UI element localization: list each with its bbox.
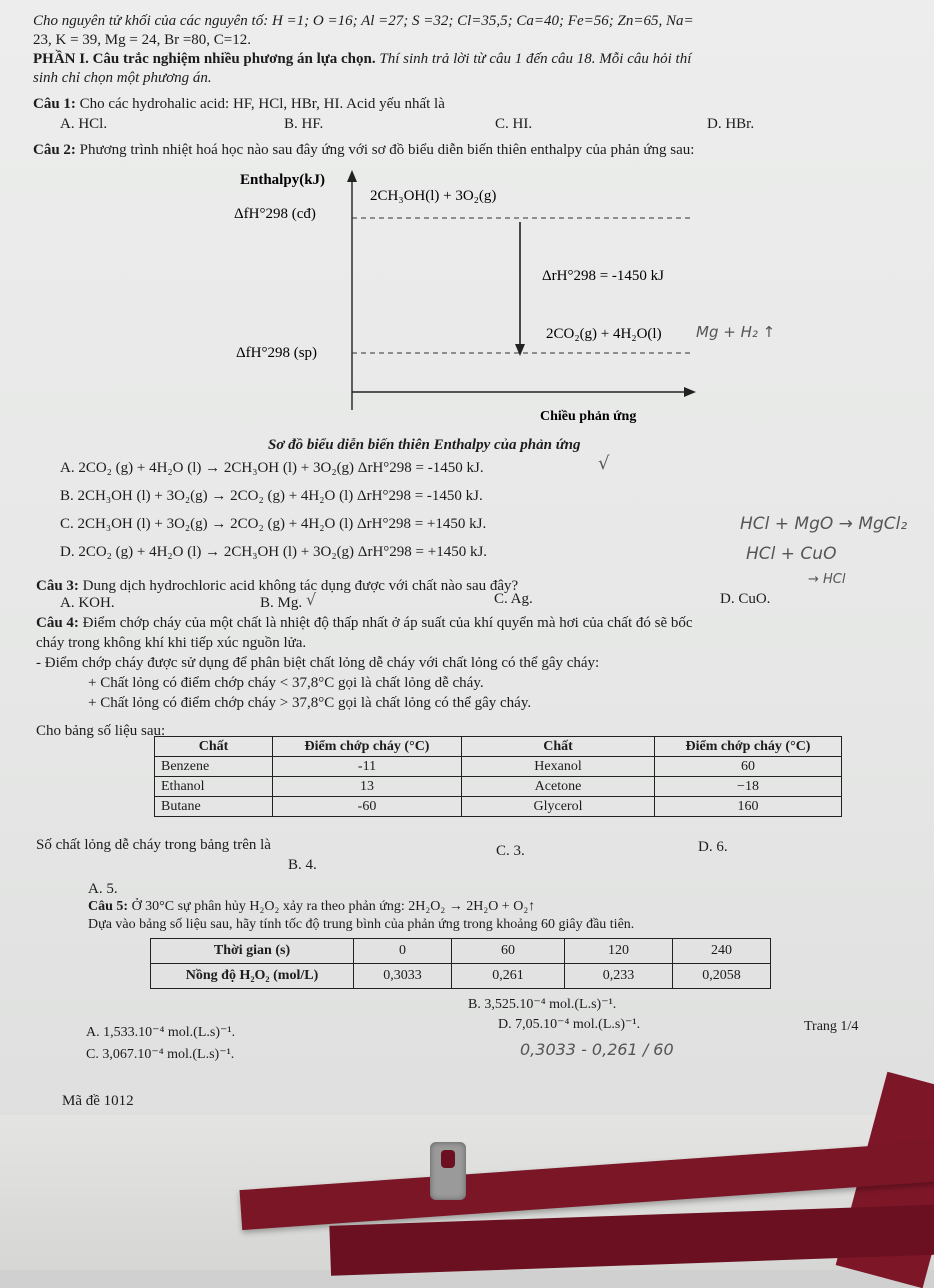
handwritten-note: 0,3033 - 0,261 / 60 (520, 1040, 674, 1059)
q4-line-2: cháy trong không khí khi tiếp xúc nguồn lửa. (36, 635, 307, 651)
atomic-masses-line1: Cho nguyên tử khối của các nguyên tố: H =1; O =16; Al =27; S =32; Cl=35,5; Ca=40; Fe=56; Zn=65, Na= (33, 13, 694, 29)
q4-line-5: + Chất lỏng có điểm chớp cháy > 37,8°C gọi là chất lỏng có thể gây cháy. (88, 695, 532, 711)
exam-code: Mã đề 1012 (62, 1093, 134, 1109)
question-3: Câu 3: Dung dịch hydrochloric acid không tác dụng được với chất nào sau đây? (36, 578, 519, 594)
check-mark-icon: √ (598, 453, 610, 474)
q4-line-3: - Điểm chớp cháy được sử dụng để phân biệt chất lỏng dễ cháy với chất lỏng có thể gây cháy: (36, 655, 600, 671)
q5-option-a: A. 1,533.10⁻⁴ mol.(L.s)⁻¹. (86, 1025, 236, 1040)
q4-option-c: C. 3. (496, 843, 525, 859)
q1-option-c: C. HI. (495, 116, 533, 132)
y-axis-arrow-icon (347, 170, 357, 182)
x-axis-arrow-icon (684, 387, 696, 397)
arrow-down-icon (515, 344, 525, 356)
check-mark-icon: √ (306, 590, 317, 609)
part-heading: PHẦN I. Câu trắc nghiệm nhiều phương án lựa chọn. Thí sinh trả lời từ câu 1 đến câu 18. Mỗi câu hỏi thí (33, 51, 692, 67)
q4-option-a: A. 5. (88, 881, 118, 897)
reactants-formula: 2CH₃OH(l) + 3O₂(g) (370, 188, 497, 204)
handwritten-note: Mg + H₂ ↑ (696, 323, 776, 341)
question-1: Câu 1: Cho các hydrohalic acid: HF, HCl, HBr, HI. Acid yếu nhất là (33, 96, 445, 112)
q3-option-c: C. Ag. (494, 591, 533, 607)
q5-option-d: D. 7,05.10⁻⁴ mol.(L.s)⁻¹. (498, 1017, 641, 1032)
products-formula: 2CO₂(g) + 4H₂O(l) (546, 326, 662, 342)
handwritten-note: HCl + CuO (746, 544, 837, 564)
handwritten-note: HCl + MgO → MgCl₂ (740, 514, 908, 534)
q3-option-b: B. Mg. (260, 595, 303, 611)
question-2: Câu 2: Phương trình nhiệt hoá học nào sau đây ứng với sơ đồ biểu diễn biến thiên enthalpy của phản ứng sau: (33, 142, 695, 158)
table-intro: Cho bảng số liệu sau: (36, 723, 166, 739)
table-row: Thời gian (s) 0 60 120 240 (151, 939, 771, 964)
table-row: Ethanol 13 Acetone −18 (155, 777, 842, 797)
q1-option-a: A. HCl. (60, 116, 108, 132)
table-row: Nồng độ H₂O₂ (mol/L) 0,3033 0,261 0,233 0,2058 (151, 964, 771, 989)
q5-option-c: C. 3,067.10⁻⁴ mol.(L.s)⁻¹. (86, 1047, 235, 1062)
product-level-label: ΔfH°298 (sp) (236, 345, 318, 361)
x-axis-label: Chiều phản ứng (540, 409, 637, 424)
question-4: Câu 4: Điểm chớp cháy của một chất là nhiệt độ thấp nhất ở áp suất của khí quyển mà hơi của chất đó sẽ bốc (36, 615, 693, 631)
page-number: Trang 1/4 (804, 1019, 859, 1034)
q2-option-b: B. 2CH₃OH (l) + 3O₂(g) → 2CO₂ (g) + 4H₂O (l) ΔrH°298 = -1450 kJ. (60, 488, 483, 504)
table-row: Benzene -11 Hexanol 60 (155, 757, 842, 777)
q4-question: Số chất lỏng dễ cháy trong bảng trên là (36, 837, 271, 853)
handwritten-note: → HCl (808, 572, 846, 587)
q5-option-b: B. 3,525.10⁻⁴ mol.(L.s)⁻¹. (468, 997, 617, 1012)
h2o2-table (150, 938, 771, 989)
q3-option-a: A. KOH. (60, 595, 115, 611)
diagram-y-label: Enthalpy(kJ) (240, 172, 326, 188)
table-header-row: Chất Điểm chớp cháy (°C) Chất Điểm chớp cháy (°C) (155, 737, 842, 757)
atomic-masses-line2: 23, K = 39, Mg = 24, Br =80, C=12. (33, 32, 252, 48)
delta-h-label: ΔrH°298 = -1450 kJ (542, 268, 665, 284)
enthalpy-diagram (0, 160, 934, 440)
q1-option-d: D. HBr. (707, 116, 755, 132)
zipper-hole (441, 1150, 455, 1168)
q2-option-d: D. 2CO₂ (g) + 4H₂O (l) → 2CH₃OH (l) + 3O₂(g) ΔrH°298 = +1450 kJ. (60, 544, 488, 560)
q2-option-a: A. 2CO₂ (g) + 4H₂O (l) → 2CH₃OH (l) + 3O₂(g) ΔrH°298 = -1450 kJ. (60, 460, 484, 476)
flash-point-table (154, 736, 842, 817)
part-instruction: sinh chỉ chọn một phương án. (33, 70, 212, 86)
q3-option-d: D. CuO. (720, 591, 771, 607)
q4-option-b: B. 4. (288, 857, 317, 873)
diagram-caption: Sơ đồ biểu diễn biến thiên Enthalpy của phản ứng (268, 437, 581, 453)
q5-line-2: Dựa vào bảng số liệu sau, hãy tính tốc độ trung bình của phản ứng trong khoảng 60 giây đầu tiên. (88, 917, 635, 932)
q1-option-b: B. HF. (284, 116, 324, 132)
reactant-level-label: ΔfH°298 (cđ) (234, 206, 316, 222)
q4-option-d: D. 6. (698, 839, 728, 855)
question-5: Câu 5: Ở 30°C sự phân hủy H₂O₂ xảy ra theo phản ứng: 2H₂O₂ → 2H₂O + O₂↑ (88, 899, 536, 914)
q2-option-c: C. 2CH₃OH (l) + 3O₂(g) → 2CO₂ (g) + 4H₂O (l) ΔrH°298 = +1450 kJ. (60, 516, 487, 532)
q4-line-4: + Chất lỏng có điểm chớp cháy < 37,8°C gọi là chất lỏng dễ cháy. (88, 675, 484, 691)
table-row: Butane -60 Glycerol 160 (155, 797, 842, 817)
